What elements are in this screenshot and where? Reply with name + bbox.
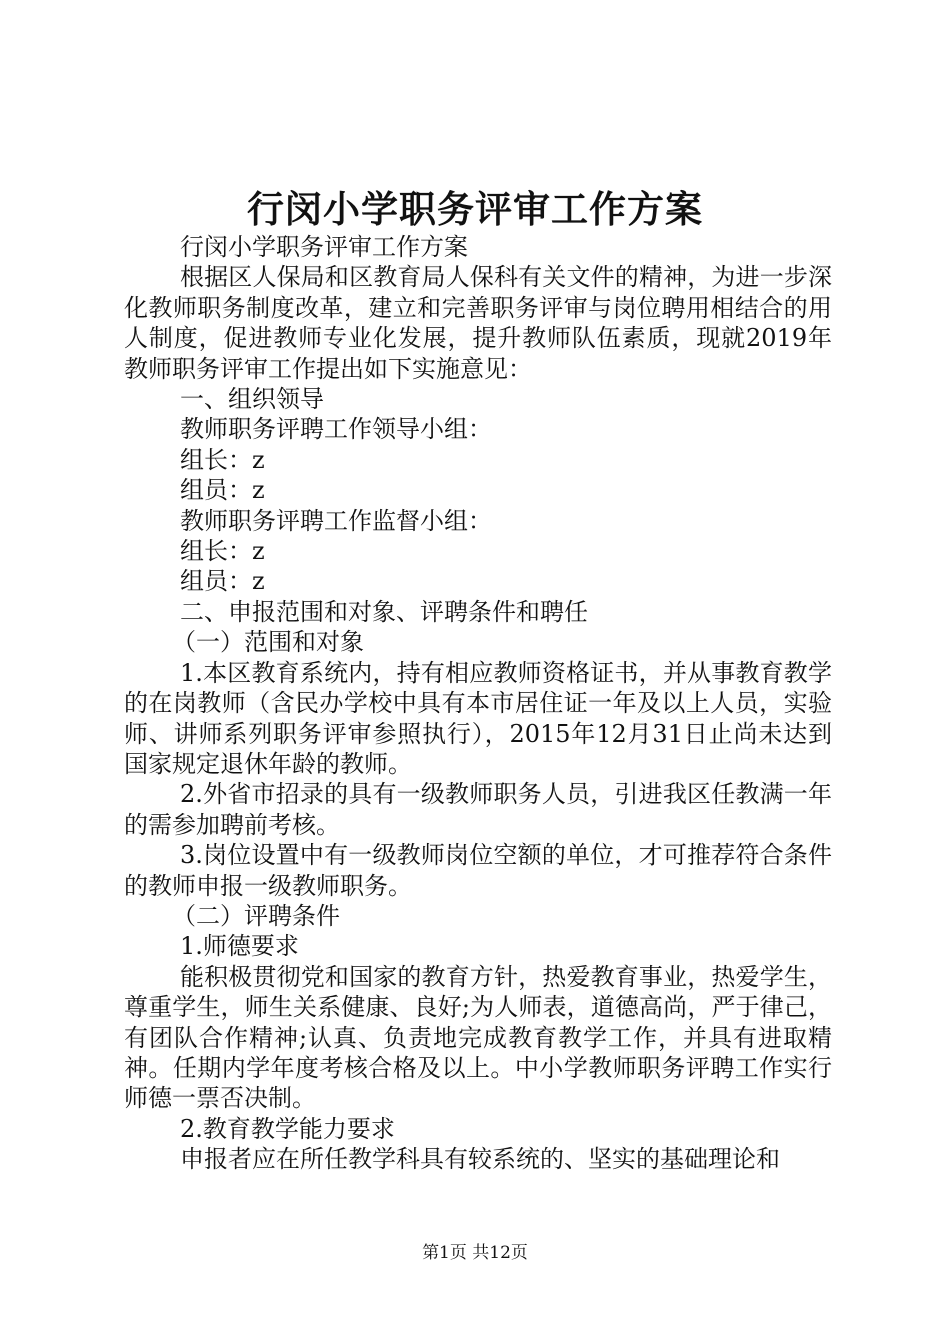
subheading-scope: （一）范围和对象 (172, 628, 364, 657)
paragraph-scope-3: 3.岗位设置中有一级教师岗位空额的单位，才可推荐符合条件的教师申报一级教师职务。 (124, 841, 832, 900)
subheading-conditions: （二）评聘条件 (172, 901, 340, 930)
paragraph-subtitle: 行闵小学职务评审工作方案 (180, 233, 468, 261)
document-body (124, 232, 832, 1175)
paragraph-scope-1: 1.本区教育系统内，持有相应教师资格证书，并从事教育教学的在岗教师（含民办学校中具有本市居住证一年及以上人员，实验师、讲师系列职务评审参照执行），2015年12月31日止尚未达到国家规定退休年龄的教师。 (124, 658, 832, 778)
heading-scope-conditions: 二、申报范围和对象、评聘条件和聘任 (180, 597, 588, 626)
paragraph-leader: 组长：z (180, 445, 265, 474)
paragraph-supervision-group: 教师职务评聘工作监督小组： (180, 506, 492, 535)
document-title: 行闵小学职务评审工作方案 (247, 187, 703, 231)
heading-organization: 一、组织领导 (180, 385, 324, 414)
paragraph-members: 组员：z (180, 476, 265, 505)
paragraph-ability-heading: 2.教育教学能力要求 (180, 1114, 395, 1143)
paragraph-supervision-members: 组员：z (180, 567, 265, 596)
paragraph-intro: 根据区人保局和区教育局人保科有关文件的精神，为进一步深化教师职务制度改革，建立和完善职务评审与岗位聘用相结合的用人制度，促进教师专业化发展，提升教师队伍素质，现就2019年教师职务评审工作提出如下实施意见： (124, 263, 832, 383)
paragraph-ethics-heading: 1.师德要求 (180, 932, 299, 961)
paragraph-leading-group: 教师职务评聘工作领导小组： (180, 415, 492, 444)
page-number: 第1页 共12页 (422, 1243, 528, 1263)
paragraph-ability: 申报者应在所任教学科具有较系统的、坚实的基础理论和 (180, 1145, 780, 1174)
paragraph-scope-2: 2.外省市招录的具有一级教师职务人员，引进我区任教满一年的需参加聘前考核。 (124, 780, 832, 839)
paragraph-supervision-leader: 组长：z (180, 537, 265, 566)
paragraph-ethics: 能积极贯彻党和国家的教育方针，热爱教育事业，热爱学生，尊重学生，师生关系健康、良好;为人师表，道德高尚，严于律己，有团队合作精神;认真、负责地完成教育教学工作，并具有进取精神。任期内学年度考核合格及以上。中小学教师职务评聘工作实行师德一票否决制。 (124, 962, 832, 1113)
